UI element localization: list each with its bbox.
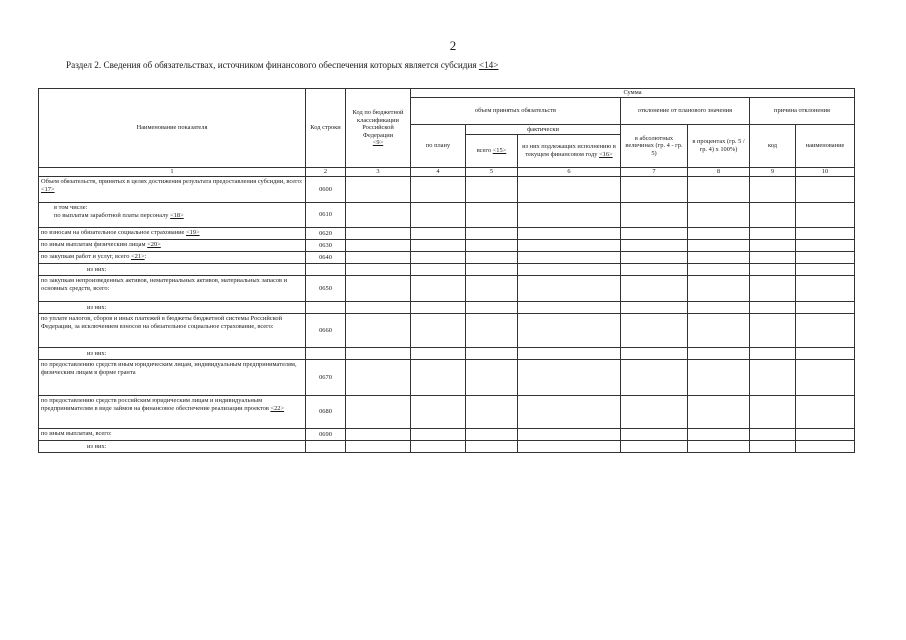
value-cell[interactable] xyxy=(346,203,411,228)
table-row xyxy=(39,228,855,240)
value-cell[interactable] xyxy=(796,240,855,252)
value-cell[interactable] xyxy=(518,264,621,276)
value-cell[interactable] xyxy=(466,302,518,314)
row-name xyxy=(39,360,306,396)
value-cell[interactable] xyxy=(621,228,688,240)
table-row xyxy=(39,314,855,348)
row-name-text: Объем обязательств, принятых в целях достижения результата предоставления субсидии, всего: xyxy=(41,178,303,185)
value-cell[interactable] xyxy=(518,396,621,429)
table-row xyxy=(39,360,855,396)
value-cell[interactable] xyxy=(466,360,518,396)
row-name xyxy=(39,314,306,348)
row-name xyxy=(39,276,306,302)
row-name xyxy=(39,302,306,314)
value-cell[interactable] xyxy=(346,276,411,302)
column-number: 9 xyxy=(750,168,796,177)
column-number: 2 xyxy=(306,168,346,177)
column-number: 4 xyxy=(411,168,466,177)
value-cell[interactable] xyxy=(750,441,796,453)
column-number: 3 xyxy=(346,168,411,177)
row-name-text: по иным выплатам физическим лицам xyxy=(41,241,146,248)
row-code: 0670 xyxy=(306,360,346,396)
value-cell[interactable] xyxy=(796,276,855,302)
section-title-footnote: <14> xyxy=(478,60,499,70)
value-cell[interactable] xyxy=(750,360,796,396)
header-of-which-footnote: <16> xyxy=(599,151,613,158)
row-name-text: из них: xyxy=(87,266,107,274)
value-cell[interactable] xyxy=(466,240,518,252)
header-total-footnote: <15> xyxy=(492,147,507,155)
row-name xyxy=(39,429,306,441)
section-title xyxy=(66,60,498,70)
value-cell[interactable] xyxy=(466,314,518,348)
value-cell[interactable] xyxy=(796,441,855,453)
value-cell[interactable] xyxy=(411,252,466,264)
column-number: 7 xyxy=(621,168,688,177)
value-cell[interactable] xyxy=(466,177,518,203)
value-cell[interactable] xyxy=(796,203,855,228)
column-number: 5 xyxy=(466,168,518,177)
obligations-table xyxy=(38,88,855,453)
value-cell[interactable] xyxy=(621,302,688,314)
row-name-text: по закупкам работ и услуг, всего xyxy=(41,253,130,260)
row-code: 0640 xyxy=(306,252,346,264)
value-cell[interactable] xyxy=(688,396,750,429)
table-row xyxy=(39,264,855,276)
value-cell[interactable] xyxy=(750,314,796,348)
row-code: 0610 xyxy=(306,203,346,228)
row-name xyxy=(39,240,306,252)
value-cell[interactable] xyxy=(411,360,466,396)
row-footnote: <17> xyxy=(41,185,55,193)
row-code: 0690 xyxy=(306,429,346,441)
value-cell[interactable] xyxy=(518,252,621,264)
value-cell[interactable] xyxy=(688,177,750,203)
value-cell[interactable] xyxy=(518,441,621,453)
value-cell[interactable] xyxy=(750,252,796,264)
value-cell[interactable] xyxy=(346,177,411,203)
header-bcc xyxy=(346,89,411,168)
row-footnote: <22> xyxy=(270,404,285,412)
value-cell[interactable] xyxy=(466,252,518,264)
row-code xyxy=(306,441,346,453)
value-cell[interactable] xyxy=(346,240,411,252)
header-reason-name: наименование xyxy=(796,125,855,168)
value-cell[interactable] xyxy=(796,264,855,276)
column-number: 10 xyxy=(796,168,855,177)
row-name-suffix: : xyxy=(144,253,147,260)
row-code xyxy=(306,302,346,314)
value-cell[interactable] xyxy=(688,348,750,360)
value-cell[interactable] xyxy=(466,396,518,429)
value-cell[interactable] xyxy=(411,396,466,429)
value-cell[interactable] xyxy=(621,441,688,453)
value-cell[interactable] xyxy=(346,264,411,276)
row-name xyxy=(39,348,306,360)
value-cell[interactable] xyxy=(688,360,750,396)
value-cell[interactable] xyxy=(411,228,466,240)
value-cell[interactable] xyxy=(518,276,621,302)
value-cell[interactable] xyxy=(518,177,621,203)
table-row xyxy=(39,177,855,203)
row-name xyxy=(39,264,306,276)
value-cell[interactable] xyxy=(796,252,855,264)
table-row xyxy=(39,240,855,252)
table-row xyxy=(39,302,855,314)
value-cell[interactable] xyxy=(688,228,750,240)
row-footnote: <18> xyxy=(170,211,184,219)
value-cell[interactable] xyxy=(796,302,855,314)
row-name-text: по иным выплатам, всего: xyxy=(41,430,112,437)
value-cell[interactable] xyxy=(518,228,621,240)
value-cell[interactable] xyxy=(621,264,688,276)
value-cell[interactable] xyxy=(688,314,750,348)
row-name-text: из них: xyxy=(87,304,107,312)
table-row xyxy=(39,429,855,441)
value-cell[interactable] xyxy=(518,314,621,348)
row-name xyxy=(39,228,306,240)
header-of-which-text: из них подлежащих исполнению в текущем финансовом году xyxy=(522,143,616,158)
table-row xyxy=(39,203,855,228)
value-cell[interactable] xyxy=(750,396,796,429)
table-row xyxy=(39,396,855,429)
value-cell[interactable] xyxy=(411,314,466,348)
value-cell[interactable] xyxy=(346,441,411,453)
row-name xyxy=(39,441,306,453)
value-cell[interactable] xyxy=(346,360,411,396)
value-cell[interactable] xyxy=(411,441,466,453)
value-cell[interactable] xyxy=(621,240,688,252)
header-bcc-text: Код по бюджетной классификации Российской Федерации xyxy=(352,109,404,139)
value-cell[interactable] xyxy=(688,203,750,228)
value-cell[interactable] xyxy=(621,203,688,228)
value-cell[interactable] xyxy=(346,228,411,240)
header-plan: по плану xyxy=(411,125,466,168)
header-of-which xyxy=(518,135,621,168)
row-name xyxy=(39,177,306,203)
value-cell[interactable] xyxy=(688,240,750,252)
row-code: 0630 xyxy=(306,240,346,252)
value-cell[interactable] xyxy=(621,314,688,348)
value-cell[interactable] xyxy=(796,360,855,396)
header-deviation: отклонение от планового значения xyxy=(621,98,750,125)
value-cell[interactable] xyxy=(621,177,688,203)
value-cell[interactable] xyxy=(750,348,796,360)
column-numbers-row xyxy=(39,168,855,177)
page-number: 2 xyxy=(449,38,457,53)
section-title-text: Раздел 2. Сведения об обязательствах, источником финансового обеспечения которых является субсидия xyxy=(66,60,477,70)
value-cell[interactable] xyxy=(346,396,411,429)
header-absolute: в абсолютных величинах (гр. 4 - гр. 5) xyxy=(621,125,688,168)
value-cell[interactable] xyxy=(466,264,518,276)
value-cell[interactable] xyxy=(346,348,411,360)
value-cell[interactable] xyxy=(621,360,688,396)
value-cell[interactable] xyxy=(688,276,750,302)
value-cell[interactable] xyxy=(346,429,411,441)
value-cell[interactable] xyxy=(411,264,466,276)
row-name-text: по закупкам непроизведенных активов, нематериальных активов, материальных запасов и основных средств, всего: xyxy=(41,277,288,292)
value-cell[interactable] xyxy=(750,177,796,203)
value-cell[interactable] xyxy=(466,429,518,441)
value-cell[interactable] xyxy=(518,429,621,441)
value-cell[interactable] xyxy=(466,228,518,240)
table-row xyxy=(39,441,855,453)
column-number: 8 xyxy=(688,168,750,177)
value-cell[interactable] xyxy=(346,302,411,314)
value-cell[interactable] xyxy=(750,302,796,314)
value-cell[interactable] xyxy=(796,348,855,360)
value-cell[interactable] xyxy=(750,429,796,441)
header-sum: Сумма xyxy=(411,89,855,98)
value-cell[interactable] xyxy=(796,429,855,441)
row-code: 0660 xyxy=(306,314,346,348)
header-name: Наименование показателя xyxy=(39,89,306,168)
value-cell[interactable] xyxy=(621,396,688,429)
row-code: 0680 xyxy=(306,396,346,429)
value-cell[interactable] xyxy=(411,203,466,228)
row-footnote: <21> xyxy=(131,253,145,260)
value-cell[interactable] xyxy=(411,177,466,203)
value-cell[interactable] xyxy=(621,348,688,360)
row-name-text: по уплате налогов, сборов и иных платежей в бюджеты бюджетной системы Российской Федерации, за исключением взносов на обязательное социальное страхование, всего: xyxy=(41,315,283,330)
row-name xyxy=(39,252,306,264)
row-code xyxy=(306,348,346,360)
value-cell[interactable] xyxy=(688,441,750,453)
value-cell[interactable] xyxy=(796,228,855,240)
value-cell[interactable] xyxy=(518,240,621,252)
value-cell[interactable] xyxy=(750,276,796,302)
value-cell[interactable] xyxy=(518,203,621,228)
value-cell[interactable] xyxy=(518,302,621,314)
value-cell[interactable] xyxy=(621,429,688,441)
value-cell[interactable] xyxy=(750,264,796,276)
header-total xyxy=(466,135,518,168)
header-reason: причина отклонения xyxy=(750,98,855,125)
row-code: 0620 xyxy=(306,228,346,240)
value-cell[interactable] xyxy=(688,264,750,276)
value-cell[interactable] xyxy=(466,441,518,453)
row-name xyxy=(39,396,306,429)
row-footnote: <19> xyxy=(186,229,200,236)
value-cell[interactable] xyxy=(750,228,796,240)
value-cell[interactable] xyxy=(411,240,466,252)
value-cell[interactable] xyxy=(346,314,411,348)
value-cell[interactable] xyxy=(688,429,750,441)
header-actual: фактически xyxy=(466,125,621,135)
value-cell[interactable] xyxy=(346,252,411,264)
row-name-text: в том числе: xyxy=(54,204,88,211)
row-code: 0650 xyxy=(306,276,346,302)
row-code xyxy=(306,264,346,276)
value-cell[interactable] xyxy=(411,276,466,302)
table-row xyxy=(39,348,855,360)
row-code: 0600 xyxy=(306,177,346,203)
row-name-text: из них: xyxy=(87,443,107,451)
value-cell[interactable] xyxy=(796,177,855,203)
value-cell[interactable] xyxy=(411,429,466,441)
value-cell[interactable] xyxy=(688,302,750,314)
table-row xyxy=(39,252,855,264)
header-code: Код строки xyxy=(306,89,346,168)
value-cell[interactable] xyxy=(411,302,466,314)
value-cell[interactable] xyxy=(466,203,518,228)
value-cell[interactable] xyxy=(411,348,466,360)
header-total-text: всего xyxy=(476,147,492,155)
value-cell[interactable] xyxy=(688,252,750,264)
row-name-text: по выплатам заработной платы персоналу xyxy=(54,211,169,219)
value-cell[interactable] xyxy=(796,396,855,429)
column-number: 1 xyxy=(39,168,306,177)
row-name xyxy=(39,203,306,228)
value-cell[interactable] xyxy=(466,276,518,302)
value-cell[interactable] xyxy=(750,240,796,252)
value-cell[interactable] xyxy=(518,360,621,396)
value-cell[interactable] xyxy=(518,348,621,360)
header-accepted: объем принятых обязательств xyxy=(411,98,621,125)
table-row xyxy=(39,276,855,302)
column-number: 6 xyxy=(518,168,621,177)
header-bcc-footnote: <9> xyxy=(372,139,384,147)
row-name-text: по предоставлению средств иным юридическим лицам, индивидуальным предпринимателям, физическим лицам в форме гранта xyxy=(41,361,297,376)
value-cell[interactable] xyxy=(621,276,688,302)
value-cell[interactable] xyxy=(621,252,688,264)
value-cell[interactable] xyxy=(796,314,855,348)
header-percent: в процентах (гр. 5 / гр. 4) x 100%) xyxy=(688,125,750,168)
row-name-text: по предоставлению средств российским юридическим лицам и индивидуальным предпринимателям в виде займов на финансовое обеспечение реализации проектов xyxy=(41,397,269,412)
row-name-text: из них: xyxy=(87,350,107,358)
row-footnote: <20> xyxy=(147,241,161,248)
value-cell[interactable] xyxy=(750,203,796,228)
table-body xyxy=(39,177,855,453)
header-reason-code: код xyxy=(750,125,796,168)
row-name-text: по взносам на обязательное социальное страхование xyxy=(41,229,185,236)
value-cell[interactable] xyxy=(466,348,518,360)
